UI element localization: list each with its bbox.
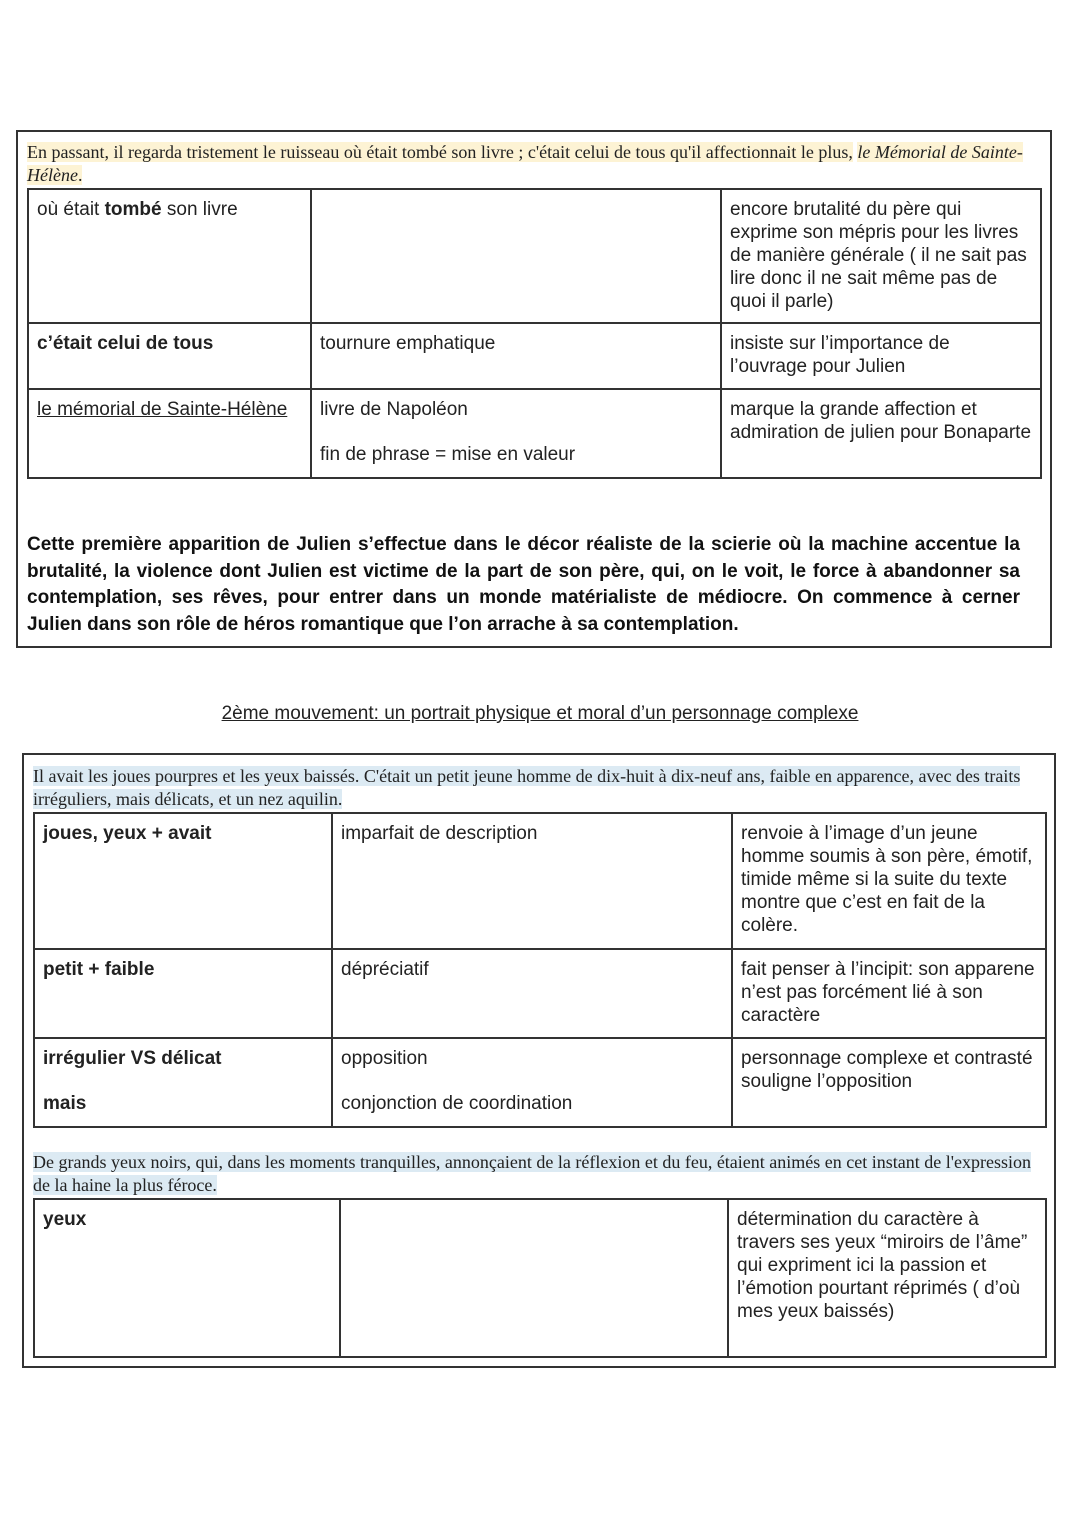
analysis-table-3 <box>33 1198 1047 1358</box>
table-cell-interpretation: marque la grande affection et admiration de julien pour Bonaparte <box>721 389 1041 478</box>
table-cell-interpretation: encore brutalité du père qui exprime son mépris pour les livres de manière générale ( il ne sait pas lire donc il ne sait même pas de quoi il parle) <box>721 189 1041 323</box>
table-cell-term: le mémorial de Sainte-Hélène <box>28 389 311 478</box>
section1-quote: En passant, il regarda tristement le ruisseau où était tombé son livre ; c'était celui de tous qu'il affectionnait le plus, le Mémorial de Sainte-Hélène. <box>27 142 1023 185</box>
table-row <box>28 389 1041 478</box>
section2-quote-2: De grands yeux noirs, qui, dans les moments tranquilles, annonçaient de la réflexion et du feu, étaient animés en cet instant de l'expression de la haine la plus féroce. <box>33 1152 1031 1195</box>
table-cell-device: tournure emphatique <box>311 323 721 389</box>
table-row <box>28 189 1041 323</box>
table-cell-interpretation: insiste sur l’importance de l’ouvrage pour Julien <box>721 323 1041 389</box>
table-cell-term: où était tombé son livre <box>28 189 311 323</box>
movement-heading: 2ème mouvement: un portrait physique et moral d’un personnage complexe <box>221 703 859 724</box>
table-cell-interpretation: renvoie à l’image d’un jeune homme soumis à son père, émotif, timide même si la suite du texte montre que c’est en fait de la colère. <box>732 813 1046 949</box>
table-cell-device: opposition conjonction de coordination <box>332 1038 732 1127</box>
quote-text: En passant, il regarda tristement le ruisseau où était tombé son livre ; c'était celui de tous qu'il affectionnait le plus, <box>27 142 853 162</box>
table-cell-interpretation: fait penser à l’incipit: son apparene n’est pas forcément lié à son caractère <box>732 949 1046 1038</box>
table-cell-interpretation: détermination du caractère à travers ses yeux “miroirs de l’âme” qui expriment ici la passion et l’émotion pourtant réprimés ( d’où mes yeux baissés) <box>728 1199 1046 1357</box>
table-cell-device: imparfait de description <box>332 813 732 949</box>
table-cell-device <box>340 1199 728 1357</box>
table-row <box>34 949 1046 1038</box>
table-cell-device: livre de Napoléon fin de phrase = mise en valeur <box>311 389 721 478</box>
table-cell-term: irrégulier VS délicat mais <box>34 1038 332 1127</box>
table-row <box>34 813 1046 949</box>
table-row <box>34 1038 1046 1127</box>
table-cell-device: dépréciatif <box>332 949 732 1038</box>
section2-quote-1: Il avait les joues pourpres et les yeux baissés. C'était un petit jeune homme de dix-huit à dix-neuf ans, faible en apparence, avec des traits irréguliers, mais délicats, et un nez aquilin. <box>33 766 1021 809</box>
table-cell-term: c’était celui de tous <box>28 323 311 389</box>
table-cell-device <box>311 189 721 323</box>
analysis-table-2 <box>33 812 1047 1128</box>
table-cell-term: joues, yeux + avait <box>34 813 332 949</box>
table-cell-interpretation: personnage complexe et contrasté souligne l’opposition <box>732 1038 1046 1127</box>
analysis-table-1 <box>27 188 1042 479</box>
table-cell-term: petit + faible <box>34 949 332 1038</box>
table-cell-term: yeux <box>34 1199 340 1357</box>
table-row <box>34 1199 1046 1357</box>
table-row <box>28 323 1041 389</box>
section1-summary: Cette première apparition de Julien s’effectue dans le décor réaliste de la scierie où la machine accentue la brutalité, la violence dont Julien est victime de la part de son père, qui, on le voit, le force à abandonner sa contemplation, ses rêves, pour entrer dans un monde matérialiste de médiocre. On commence à cerner Julien dans son rôle de héros romantique que l’on arrache à sa contemplation. <box>27 534 1020 635</box>
quote-italic-title: le Mémorial de Sainte-Hélène <box>27 142 1023 185</box>
